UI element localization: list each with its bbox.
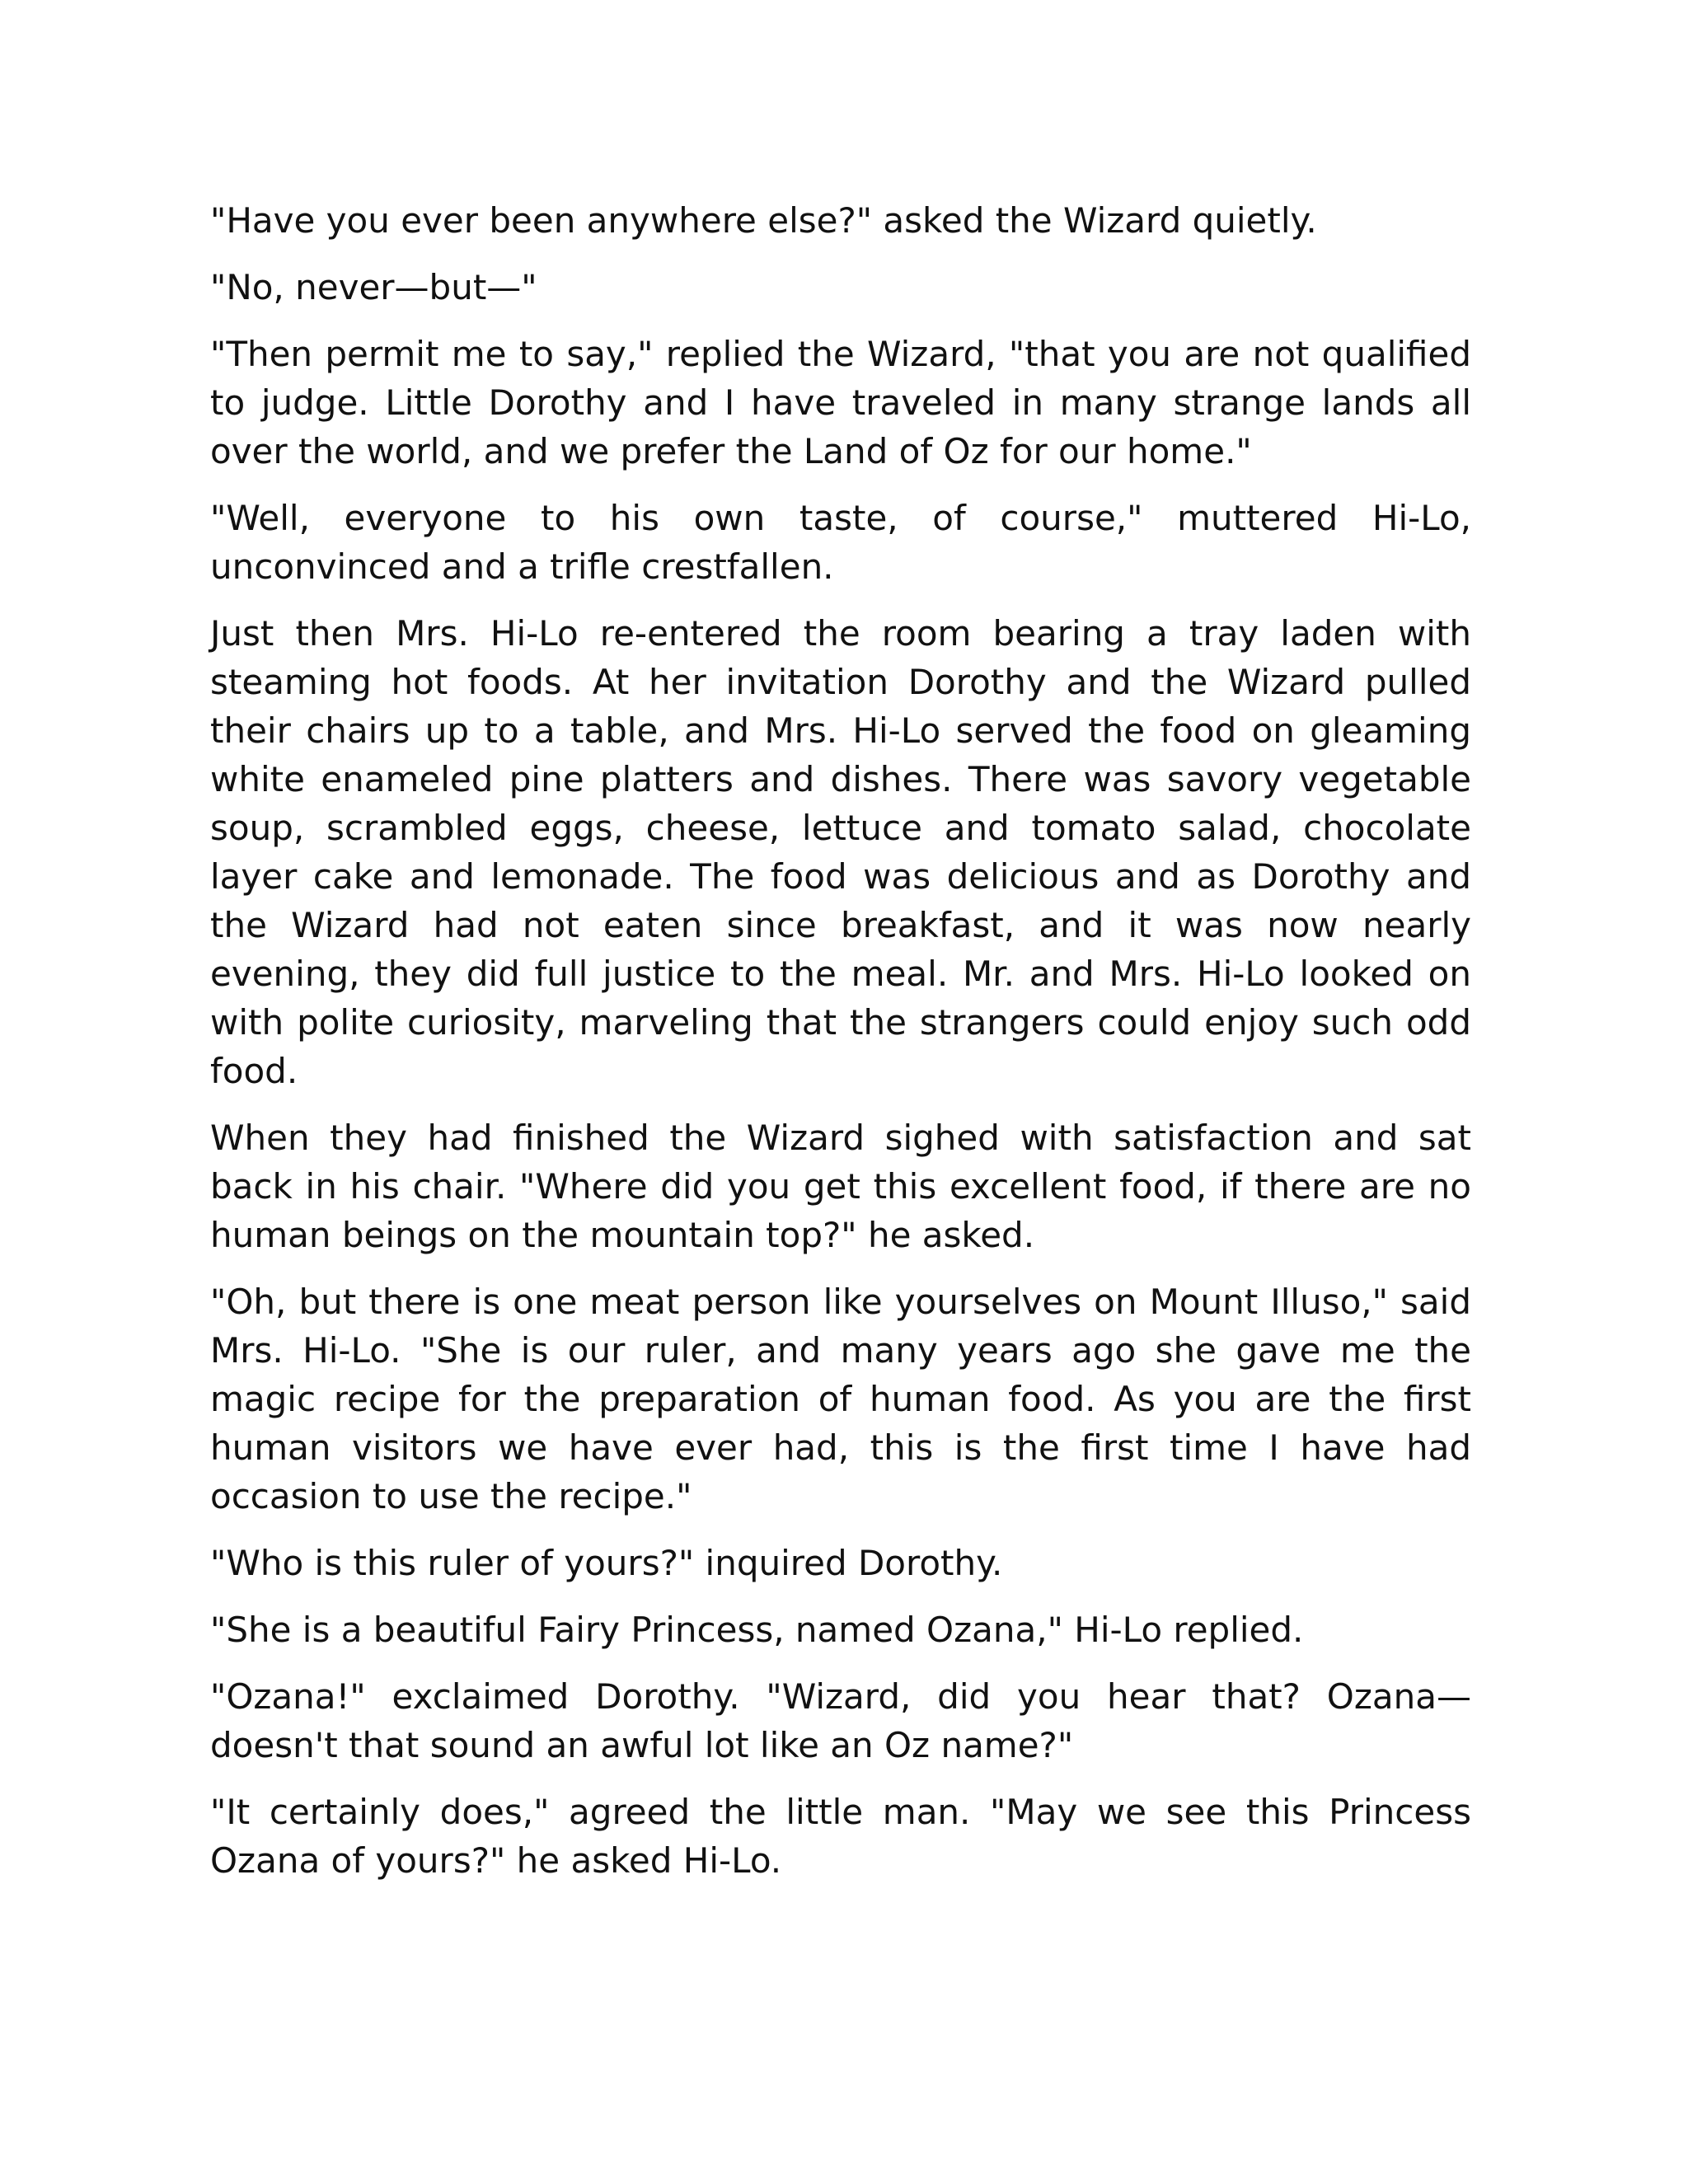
paragraph-6: When they had finished the Wizard sighed with satisfaction and sat back in his chair. "Where did you get this excellent food, if there are no human beings on the mountain top?" he asked. <box>210 1118 1471 1255</box>
paragraph-5: Just then Mrs. Hi-Lo re-entered the room bearing a tray laden with steaming hot foods. At her invitation Dorothy and the Wizard pulled their chairs up to a table, and Mrs. Hi-Lo served the food on gleaming white enameled pine platters and dishes. There was savory vegetable soup, scrambled eggs, cheese, lettuce and tomato salad, chocolate layer cake and lemonade. The food was delicious and as Dorothy and the Wizard had not eaten since breakfast, and it was now nearly evening, they did full justice to the meal. Mr. and Mrs. Hi-Lo looked on with polite curiosity, marveling that the strangers could enjoy such odd food. <box>210 613 1471 1091</box>
paragraph-2: "No, never—but—" <box>210 267 537 307</box>
paragraph-7: "Oh, but there is one meat person like yourselves on Mount Illuso," said Mrs. Hi-Lo. "She is our ruler, and many years ago she gave me the magic recipe for the preparation of human food. As you are the first human visitors we have ever had, this is the first time I have had occasion to use the recipe." <box>210 1282 1471 1516</box>
paragraph-11: "It certainly does," agreed the little man. "May we see this Princess Ozana of yours?" he asked Hi-Lo. <box>210 1792 1471 1881</box>
page-body <box>210 196 1471 1903</box>
paragraph-3: "Then permit me to say," replied the Wizard, "that you are not qualified to judge. Little Dorothy and I have traveled in many strange lands all over the world, and we prefer the Land of Oz for our home." <box>210 334 1471 471</box>
paragraph-1: "Have you ever been anywhere else?" asked the Wizard quietly. <box>210 200 1317 241</box>
paragraph-9: "She is a beautiful Fairy Princess, named Ozana," Hi-Lo replied. <box>210 1610 1304 1650</box>
paragraph-8: "Who is this ruler of yours?" inquired Dorothy. <box>210 1543 1003 1583</box>
paragraph-10: "Ozana!" exclaimed Dorothy. "Wizard, did you hear that? Ozana—doesn't that sound an awful lot like an Oz name?" <box>210 1676 1471 1765</box>
paragraph-4: "Well, everyone to his own taste, of course," muttered Hi-Lo, unconvinced and a trifle crestfallen. <box>210 498 1471 587</box>
